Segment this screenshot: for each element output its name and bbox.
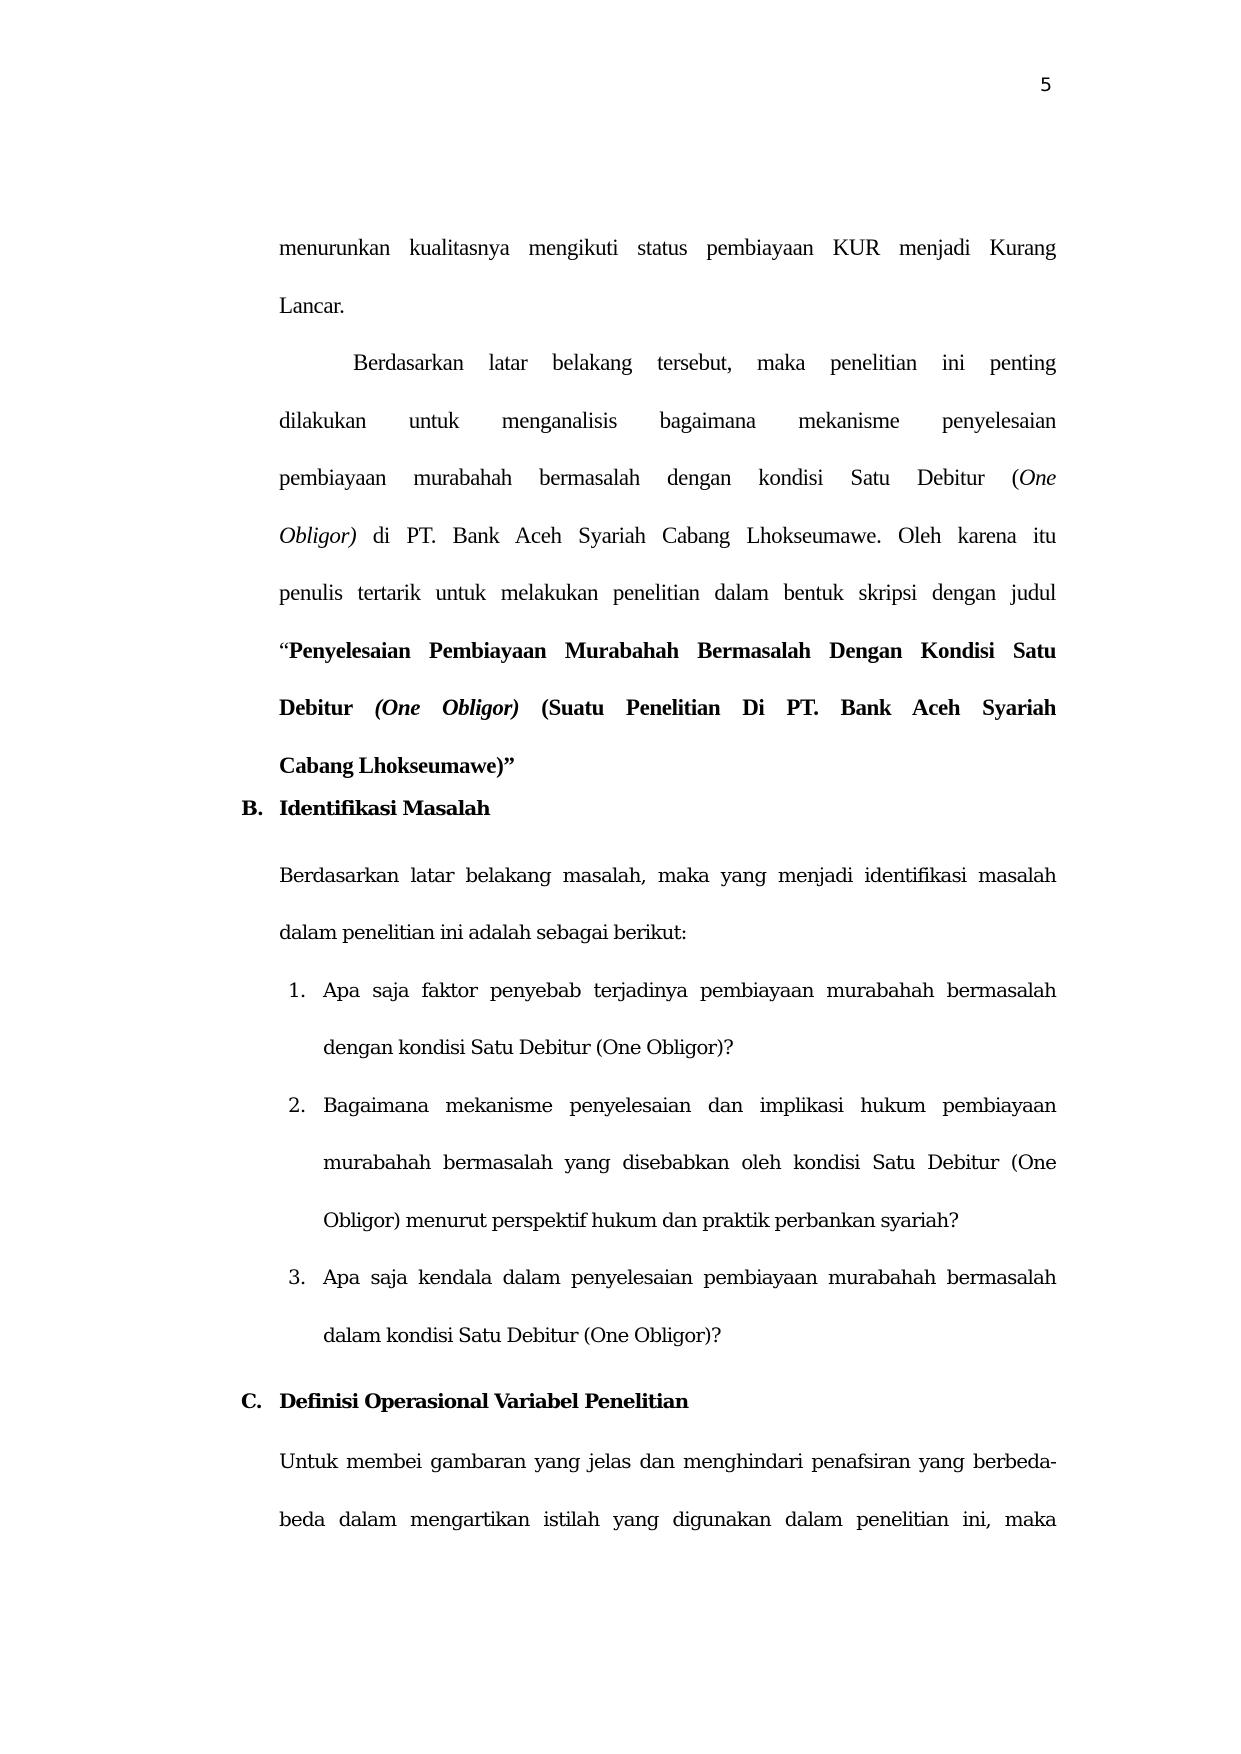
thesis-title-text: Penyelesaian Pembiayaan Murabahah Bermasalah Dengan Kondisi Satu [288,637,1056,663]
paragraph-line: Berdasarkan latar belakang tersebut, maka penelitian ini penting [353,350,1056,375]
list-number: 1. [288,977,306,1002]
paragraph-line: Berdasarkan latar belakang masalah, maka yang menjadi identifikasi masalah [279,862,1056,887]
list-number: 2. [288,1092,306,1117]
paragraph-line [279,458,1056,516]
paragraph-line: Untuk membei gambaran yang jelas dan menghindari penafsiran yang berbeda- [279,1449,1056,1473]
italic-term: One [1018,465,1056,490]
problem-list [279,970,1056,1373]
list-item [279,1257,1056,1372]
paragraph-line: menurunkan kualitasnya mengikuti status pembiayaan KUR menjadi Kurang [279,235,1056,260]
paragraph-line: Lancar. [279,292,345,318]
page-number: 5 [1040,74,1053,96]
list-item [279,1085,1056,1258]
list-number: 3. [288,1265,306,1289]
open-quote: “ [279,637,289,663]
list-item-line: murabahah bermasalah yang disebabkan oleh kondisi Satu Debitur (One [323,1150,1056,1174]
text-span: (Suatu Penelitian Di PT. Bank Aceh Syariah [519,695,1057,720]
italic-term: (One Obligor) [374,695,520,720]
list-item-line: Obligor) menurut perspektif hukum dan praktik perbankan syariah? [323,1207,959,1232]
section-title: Definisi Operasional Variabel Penelitian [279,1389,689,1413]
text-span: Debitur [279,695,375,720]
list-item-line: dalam kondisi Satu Debitur (One Obligor)? [323,1322,721,1347]
continued-paragraph [279,228,1056,343]
background-paragraph [279,343,1056,793]
text-span: di PT. Bank Aceh Syariah Cabang Lhokseumawe. Oleh karena itu [356,522,1056,548]
list-item-line: Bagaimana mekanisme penyelesaian dan implikasi hukum pembiayaan [323,1092,1056,1117]
list-item-line: dengan kondisi Satu Debitur (One Obligor)? [323,1035,733,1059]
section-b-intro [279,855,1056,970]
list-item [279,970,1056,1085]
section-letter: B. [241,795,263,820]
section-c-heading [241,1386,1056,1441]
italic-term: Obligor) [279,522,357,548]
paragraph-line: beda dalam mengartikan istilah yang digunakan dalam penelitian ini, maka [279,1506,1056,1531]
section-letter: C. [241,1389,262,1413]
document-body [241,228,1057,1556]
paragraph-line: dalam penelitian ini adalah sebagai berikut: [279,920,687,944]
paragraph-line: dilakukan untuk menganalisis bagaimana mekanisme penyelesaian [279,407,1056,433]
paragraph-line [279,516,1056,574]
paragraph-line: penulis tertarik untuk melakukan penelitian dalam bentuk skripsi dengan judul [279,580,1056,605]
thesis-title-line [279,688,1056,746]
list-item-line: Apa saja faktor penyebab terjadinya pembiayaan murabahah bermasalah [323,977,1056,1002]
thesis-title-line: Cabang Lhokseumawe)” [279,752,515,778]
section-title: Identifikasi Masalah [279,795,490,820]
section-b-heading [241,793,1056,855]
section-c-paragraph [279,1441,1056,1556]
text-span: pembiayaan murabahah bermasalah dengan kondisi Satu Debitur ( [279,465,1019,490]
list-item-line: Apa saja kendala dalam penyelesaian pembiayaan murabahah bermasalah [323,1265,1056,1289]
thesis-title-line [279,631,1056,689]
